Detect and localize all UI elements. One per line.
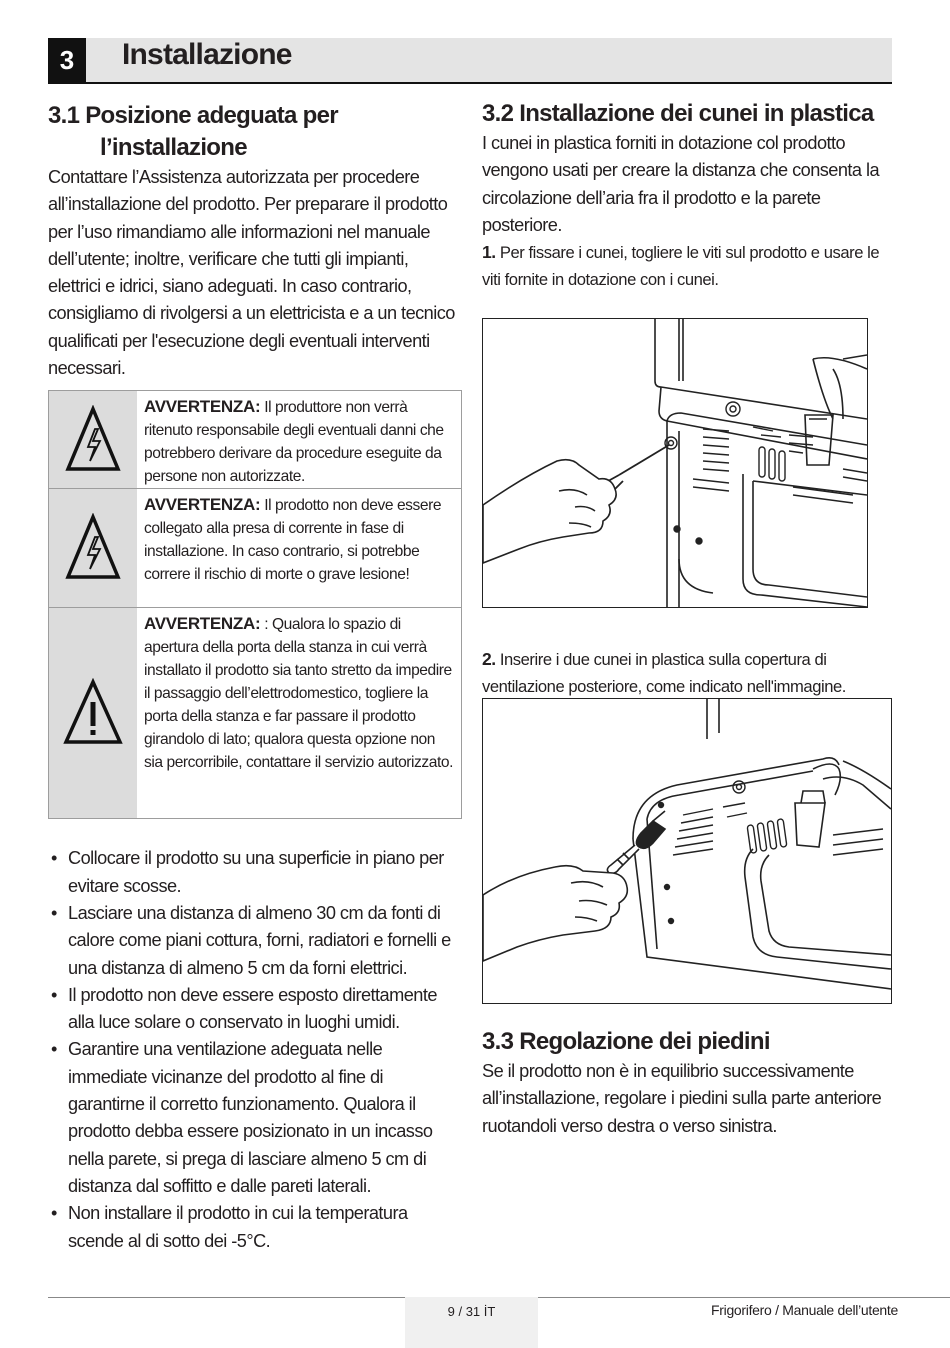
installation-bullet-list [48, 845, 460, 1254]
section-3-3-body: Se il prodotto non è in equilibrio successivamente all’installazione, regolare i piedini sulla parte anteriore ruotandoli verso destra o verso sinistra. [482, 1061, 882, 1136]
list-item: • Garantire una ventilazione adeguata nelle immediate vicinanze del prodotto al fine di garantirne il corretto funzionamento. Qualora il prodotto debba essere posizionato in un incasso nella parete, si prega di lasciare almeno 5 cm di distanza dal soffitto e dalle pareti laterali. [48, 1036, 460, 1200]
electric-shock-warning-icon [49, 489, 137, 607]
list-item: • Il prodotto non deve essere esposto direttamente alla luce solare o conservato in luoghi umidi. [48, 982, 460, 1037]
right-column [482, 98, 892, 293]
warning-row [49, 488, 461, 607]
warning-row [49, 607, 461, 818]
list-item: • Non installare il prodotto in cui la temperatura scende al di sotto dei -5°C. [48, 1200, 460, 1255]
warnings-table [48, 390, 462, 819]
step-1: 1. Per fissare i cunei, togliere le viti sul prodotto e usare le viti fornite in dotazione con i cunei. [482, 242, 880, 290]
list-item: • Collocare il prodotto su una superficie in piano per evitare scosse. [48, 845, 460, 900]
step-2-container [482, 646, 892, 700]
warning-text: AVVERTENZA: Il prodotto non deve essere collegato alla presa di corrente in fase di installazione. In caso contrario, si potrebbe correre il rischio di morte o grave lesione! [144, 495, 442, 584]
warning-text: AVVERTENZA: Il produttore non verrà ritenuto responsabile degli eventuali danni che potrebbero derivare da procedure eseguite da persone non autorizzate. [144, 397, 444, 486]
chapter-number: 3 [48, 38, 86, 82]
section-heading-3-2: 3.2 Installazione dei cunei in plastica [482, 100, 874, 127]
electric-shock-warning-icon [49, 391, 137, 488]
heading-line-1: 3.1 Posizione adeguata per [48, 102, 338, 129]
warning-row [49, 391, 461, 488]
section-3-3 [482, 1026, 892, 1140]
page-number: 9 / 31 İT [447, 1304, 496, 1319]
inserting-plastic-wedges-illustration [482, 698, 892, 1004]
step-2: 2. Inserire i due cunei in plastica sulla copertura di ventilazione posteriore, come indicato nell'immagine. [482, 649, 846, 696]
warning-text: AVVERTENZA: : Qualora lo spazio di apertura della porta della stanza in cui verrà installato il prodotto sia tanto stretto da impedire il passaggio dell’elettrodomestico, togliere la porta della stanza e far passare il prodotto girandolo di lato; qualora questa opzione non sia percorribile, contattare il servizio autorizzato. [144, 614, 453, 772]
chapter-header [48, 38, 892, 84]
chapter-title: Installazione [122, 38, 292, 71]
screwdriver-removing-screw-illustration [482, 318, 868, 608]
section-3-2-body: I cunei in plastica forniti in dotazione col prodotto vengono usati per creare la distanza che consenta la circolazione dell’aria fra il prodotto e la parete posteriore. [482, 133, 880, 235]
section-heading-3-3: 3.3 Regolazione dei piedini [482, 1028, 770, 1055]
footer-manual-title: Frigorifero / Manuale dell’utente [711, 1302, 898, 1318]
heading-line-2: l’installazione [100, 134, 247, 161]
left-column [48, 100, 460, 1255]
list-item: • Lasciare una distanza di almeno 30 cm da fonti di calore come piani cottura, forni, radiatori e fornelli e una distanza di almeno 5 cm da forni elettrici. [48, 900, 460, 982]
exclamation-warning-icon [49, 608, 137, 818]
section-3-1-body: Contattare l’Assistenza autorizzata per procedere all’installazione del prodotto. Per preparare il prodotto per l’uso rimandiamo alle informazioni nel manuale dell’utente; inoltre, verificare che tutti gli impianti, elettrici e idrici, siano adeguati. In caso contrario, consigliamo di rivolgersi a un elettricista e a un tecnico qualificati per l'esecuzione degli eventuali interventi necessari. [48, 167, 455, 379]
section-heading-3-1 [48, 100, 460, 164]
